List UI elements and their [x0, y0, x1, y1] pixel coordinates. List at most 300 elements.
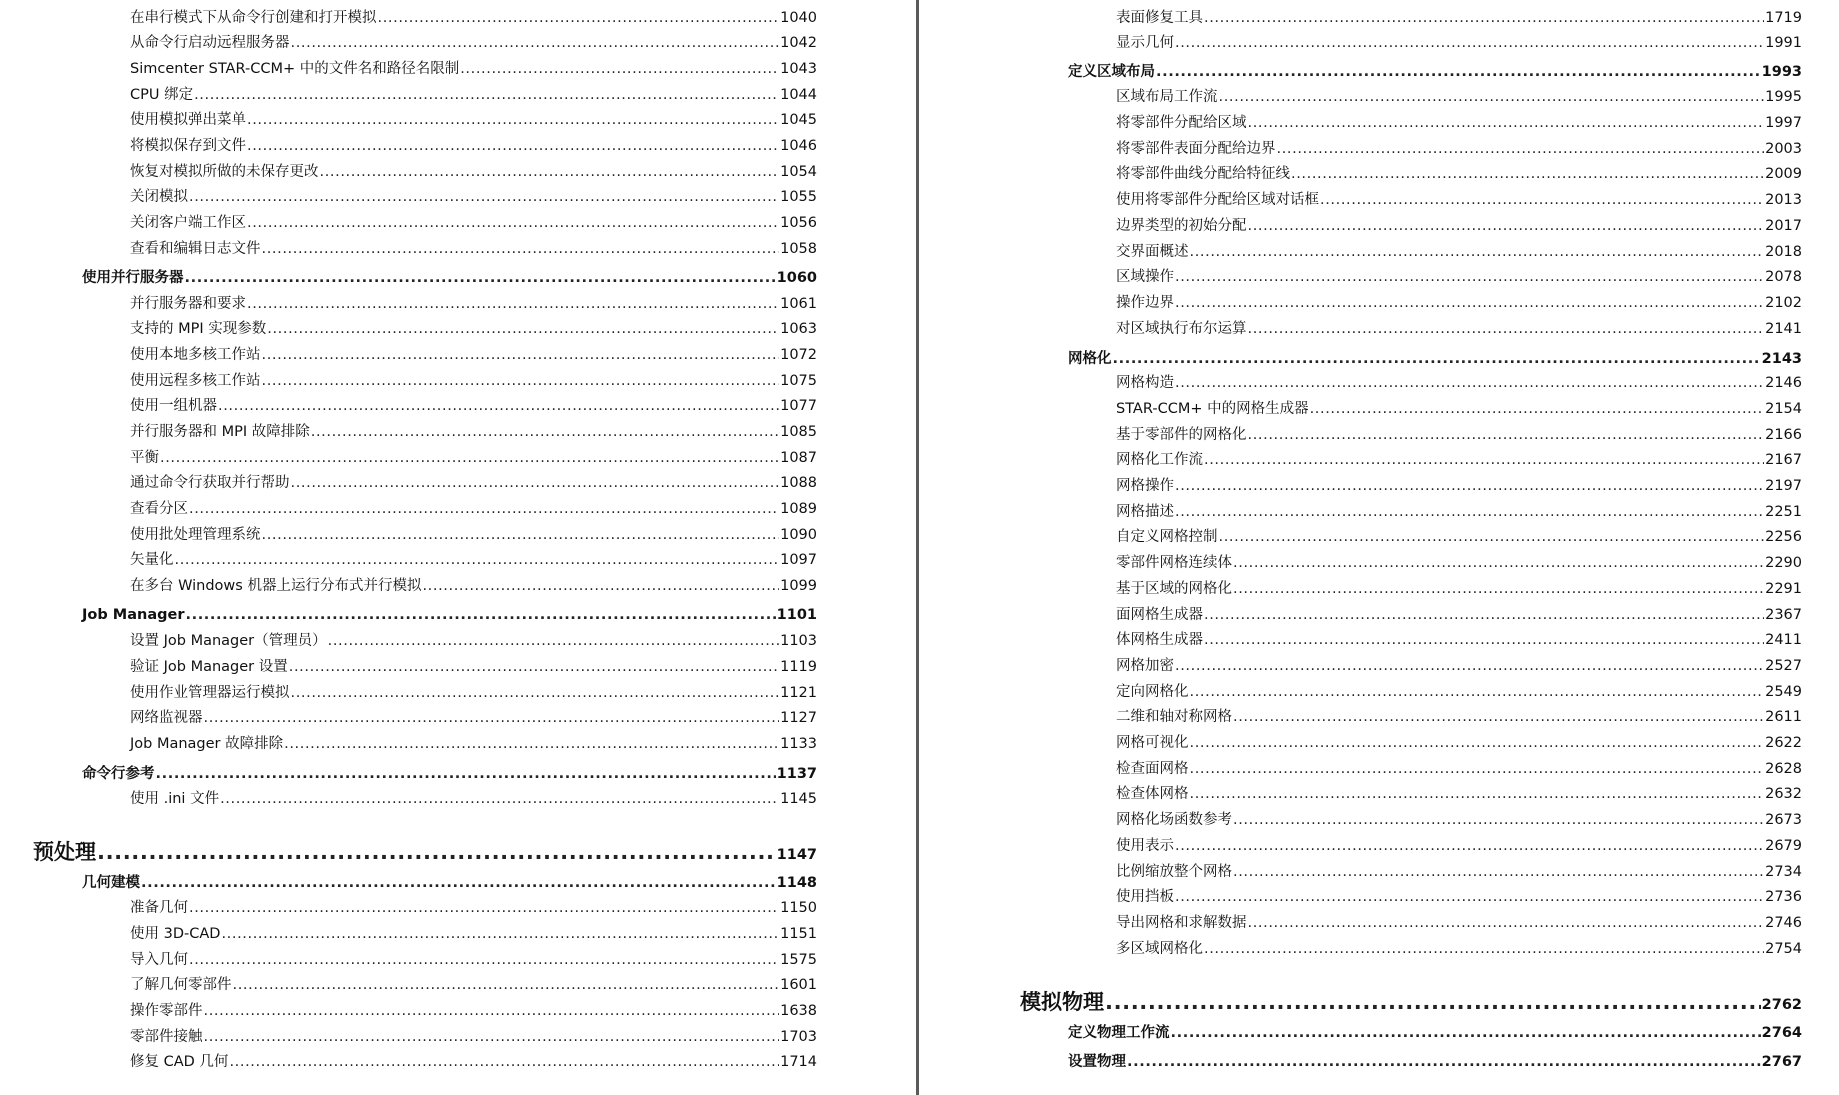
toc-subsection-entry[interactable] — [1116, 553, 1802, 573]
toc-section-entry[interactable] — [82, 605, 817, 625]
dot-leader — [1171, 1023, 1761, 1043]
toc-entry-title: 多区域网格化 — [1116, 940, 1203, 957]
toc-subsection-entry[interactable] — [1116, 733, 1802, 753]
toc-subsection-entry[interactable] — [130, 396, 817, 416]
dot-leader — [156, 764, 776, 784]
toc-entry-title: 自定义网格控制 — [1116, 529, 1218, 546]
dot-leader — [1204, 450, 1764, 470]
dot-leader — [1233, 553, 1764, 573]
toc-entry-title: 定义物理工作流 — [1068, 1024, 1170, 1041]
toc-subsection-entry[interactable] — [130, 473, 817, 493]
toc-subsection-entry[interactable] — [130, 1027, 817, 1047]
dot-leader — [185, 268, 776, 288]
toc-page-left — [0, 0, 917, 1095]
dot-leader — [233, 975, 780, 995]
toc-subsection-entry[interactable] — [130, 975, 817, 995]
toc-subsection-entry[interactable] — [1116, 293, 1802, 313]
toc-entry-page-number: 1090 — [780, 526, 817, 543]
toc-entry-page-number: 1056 — [780, 214, 817, 231]
toc-subsection-entry[interactable] — [130, 1052, 817, 1072]
toc-entry-page-number: 2251 — [1765, 503, 1802, 520]
dot-leader — [220, 789, 779, 809]
dot-leader — [1175, 293, 1764, 313]
toc-entry-title: 使用远程多核工作站 — [130, 372, 261, 389]
toc-subsection-entry[interactable] — [1116, 759, 1802, 779]
dot-leader — [189, 898, 779, 918]
toc-entry-title: CPU 绑定 — [130, 86, 194, 103]
toc-entry-title: 操作边界 — [1116, 294, 1174, 311]
toc-subsection-entry[interactable] — [1116, 8, 1802, 28]
toc-subsection-entry[interactable] — [1116, 913, 1802, 933]
dot-leader — [1175, 373, 1764, 393]
toc-entry-page-number: 1058 — [780, 240, 817, 257]
toc-subsection-entry[interactable] — [130, 448, 817, 468]
toc-entry-title: 面网格生成器 — [1116, 606, 1203, 623]
toc-entry-title: 边界类型的初始分配 — [1116, 217, 1247, 234]
toc-entry-page-number: 1054 — [780, 163, 817, 180]
toc-entry-page-number: 2141 — [1765, 320, 1802, 337]
toc-section-entry[interactable] — [1068, 1052, 1802, 1072]
toc-entry-page-number: 2746 — [1765, 914, 1802, 931]
dot-leader — [262, 345, 780, 365]
toc-entry-page-number: 1040 — [780, 9, 817, 26]
toc-entry-title: 命令行参考 — [82, 765, 155, 782]
toc-entry-page-number: 2367 — [1765, 606, 1802, 623]
toc-subsection-entry[interactable] — [130, 525, 817, 545]
dot-leader — [247, 213, 779, 233]
toc-entry-title: STAR-CCM+ 中的网格生成器 — [1116, 400, 1309, 417]
toc-entry-title: 在串行模式下从命令行创建和打开模拟 — [130, 9, 377, 26]
toc-entry-page-number: 2754 — [1765, 940, 1802, 957]
toc-subsection-entry[interactable] — [1116, 164, 1802, 184]
toc-entry-page-number: 1119 — [780, 658, 817, 675]
dot-leader — [291, 683, 780, 703]
dot-leader — [1248, 216, 1765, 236]
toc-subsection-entry[interactable] — [1116, 502, 1802, 522]
dot-leader — [1204, 8, 1764, 28]
toc-entry-title: Job Manager — [82, 607, 185, 623]
toc-subsection-entry[interactable] — [130, 8, 817, 28]
toc-entry-page-number: 1997 — [1765, 115, 1802, 131]
toc-section-entry[interactable] — [82, 268, 817, 288]
toc-subsection-entry[interactable] — [1116, 425, 1802, 445]
dot-leader — [204, 1027, 780, 1047]
toc-entry-title: Simcenter STAR-CCM+ 中的文件名和路径名限制 — [130, 60, 460, 77]
toc-entry-title: 导入几何 — [130, 951, 188, 968]
toc-entry-page-number: 1043 — [780, 60, 817, 77]
dot-leader — [221, 924, 779, 944]
toc-entry-page-number: 2166 — [1765, 426, 1802, 443]
toc-subsection-entry[interactable] — [130, 576, 817, 596]
toc-entry-title: 修复 CAD 几何 — [130, 1054, 229, 1071]
dot-leader — [1233, 707, 1764, 727]
dot-leader — [204, 708, 780, 728]
toc-entry-title: 体网格生成器 — [1116, 632, 1203, 649]
toc-entry-page-number: 2673 — [1765, 812, 1802, 829]
toc-entry-title: 显示几何 — [1116, 35, 1174, 52]
toc-entry-page-number: 2009 — [1765, 166, 1802, 183]
dot-leader — [1291, 164, 1764, 184]
toc-entry-page-number: 2146 — [1765, 375, 1802, 392]
toc-chapter-entry[interactable] — [33, 838, 817, 866]
toc-page-right — [920, 0, 1839, 1095]
toc-entry-title: 二维和轴对称网格 — [1116, 709, 1232, 726]
toc-subsection-entry[interactable] — [130, 187, 817, 207]
toc-subsection-entry[interactable] — [130, 631, 817, 651]
toc-subsection-entry[interactable] — [1116, 476, 1802, 496]
dot-leader — [422, 576, 779, 596]
toc-subsection-entry[interactable] — [1116, 399, 1802, 419]
toc-entry-page-number: 1575 — [780, 951, 817, 968]
toc-subsection-entry[interactable] — [1116, 605, 1802, 625]
toc-entry-title: 使用表示 — [1116, 837, 1174, 854]
toc-entry-page-number: 2411 — [1765, 632, 1802, 649]
toc-subsection-entry[interactable] — [1116, 527, 1802, 547]
dot-leader — [1175, 656, 1764, 676]
toc-entry-title: 基于零部件的网格化 — [1116, 426, 1247, 443]
toc-entry-page-number: 2078 — [1765, 269, 1802, 286]
toc-subsection-entry[interactable] — [130, 162, 817, 182]
toc-subsection-entry[interactable] — [130, 136, 817, 156]
toc-subsection-entry[interactable] — [1116, 242, 1802, 262]
toc-entry-page-number: 2017 — [1765, 217, 1802, 234]
dot-leader — [1156, 62, 1761, 82]
dot-leader — [267, 319, 779, 339]
toc-entry-title: 平衡 — [130, 449, 159, 466]
toc-entry-title: 对区域执行布尔运算 — [1116, 320, 1247, 337]
dot-leader — [194, 85, 779, 105]
dot-leader — [97, 838, 776, 866]
toc-subsection-entry[interactable] — [130, 345, 817, 365]
toc-subsection-entry[interactable] — [1116, 190, 1802, 210]
dot-leader — [1175, 836, 1764, 856]
dot-leader — [284, 734, 779, 754]
dot-leader — [1310, 399, 1765, 419]
toc-subsection-entry[interactable] — [1116, 784, 1802, 804]
toc-entry-page-number: 2197 — [1765, 478, 1802, 494]
toc-section-entry[interactable] — [1068, 62, 1802, 82]
toc-entry-page-number: 1991 — [1765, 35, 1802, 52]
dot-leader — [1277, 139, 1765, 159]
toc-subsection-entry[interactable] — [130, 657, 817, 677]
toc-entry-title: 将零部件表面分配给边界 — [1116, 140, 1276, 157]
toc-entry-page-number: 2167 — [1765, 452, 1802, 469]
toc-entry-title: 预处理 — [33, 840, 96, 864]
toc-subsection-entry[interactable] — [1116, 87, 1802, 107]
dot-leader — [289, 657, 779, 677]
toc-subsection-entry[interactable] — [130, 683, 817, 703]
toc-subsection-entry[interactable] — [1116, 656, 1802, 676]
toc-subsection-entry[interactable] — [1116, 216, 1802, 236]
dot-leader — [1175, 502, 1764, 522]
dot-leader — [160, 448, 779, 468]
toc-subsection-entry[interactable] — [130, 1001, 817, 1021]
toc-entry-title: 恢复对模拟所做的未保存更改 — [130, 163, 319, 180]
toc-subsection-entry[interactable] — [130, 499, 817, 519]
toc-entry-title: 基于区域的网格化 — [1116, 580, 1232, 597]
dot-leader — [311, 422, 779, 442]
toc-entry-page-number: 2018 — [1765, 243, 1802, 260]
dot-leader — [1113, 349, 1761, 369]
toc-subsection-entry[interactable] — [1116, 33, 1802, 53]
toc-entry-title: 查看分区 — [130, 501, 188, 518]
toc-entry-title: 并行服务器和要求 — [130, 295, 246, 312]
toc-entry-page-number: 2256 — [1765, 529, 1802, 546]
toc-entry-page-number: 2622 — [1765, 735, 1802, 751]
toc-entry-page-number: 1147 — [776, 847, 817, 863]
dot-leader — [1190, 242, 1765, 262]
toc-subsection-entry[interactable] — [1116, 810, 1802, 830]
toc-subsection-entry[interactable] — [130, 85, 817, 105]
toc-entry-title: 使用本地多核工作站 — [130, 346, 261, 363]
dot-leader — [1233, 862, 1764, 882]
toc-entry-page-number: 2762 — [1761, 997, 1802, 1013]
toc-entry-page-number: 2102 — [1765, 294, 1802, 311]
toc-entry-title: 网格化 — [1068, 350, 1112, 367]
dot-leader — [1248, 425, 1765, 445]
toc-entry-page-number: 1714 — [780, 1054, 817, 1071]
toc-subsection-entry[interactable] — [130, 239, 817, 259]
toc-entry-page-number: 2734 — [1765, 863, 1802, 880]
page-divider — [916, 0, 919, 1095]
toc-entry-title: 网络监视器 — [130, 710, 203, 727]
toc-subsection-entry[interactable] — [1116, 887, 1802, 907]
dot-leader — [1233, 579, 1764, 599]
dot-leader — [247, 136, 779, 156]
dot-leader — [229, 1052, 779, 1072]
toc-entry-page-number: 1085 — [780, 424, 817, 440]
toc-subsection-entry[interactable] — [1116, 267, 1802, 287]
dot-leader — [189, 950, 779, 970]
toc-subsection-entry[interactable] — [130, 950, 817, 970]
toc-entry-title: 使用 .ini 文件 — [130, 790, 220, 807]
toc-subsection-entry[interactable] — [130, 924, 817, 944]
toc-entry-title: 区域操作 — [1116, 269, 1174, 286]
toc-entry-page-number: 2736 — [1765, 889, 1802, 906]
dot-leader — [1204, 630, 1764, 650]
toc-entry-title: 将零部件曲线分配给特征线 — [1116, 166, 1290, 183]
toc-entry-title: 支持的 MPI 实现参数 — [130, 321, 267, 338]
toc-entry-page-number: 1075 — [780, 372, 817, 389]
dot-leader — [1190, 733, 1765, 753]
dot-leader — [189, 187, 779, 207]
toc-subsection-entry[interactable] — [1116, 939, 1802, 959]
toc-entry-page-number: 1077 — [780, 398, 817, 415]
toc-entry-title: 通过命令行获取并行帮助 — [130, 475, 290, 492]
toc-entry-page-number: 1088 — [780, 475, 817, 492]
toc-entry-page-number: 1993 — [1761, 63, 1802, 80]
toc-entry-page-number: 2611 — [1765, 709, 1802, 726]
dot-leader — [1219, 87, 1765, 107]
toc-entry-title: 定向网格化 — [1116, 683, 1189, 700]
dot-leader — [291, 473, 780, 493]
dot-leader — [1175, 887, 1764, 907]
toc-subsection-entry[interactable] — [130, 708, 817, 728]
toc-entry-title: 表面修复工具 — [1116, 9, 1203, 26]
toc-entry-title: 设置 Job Manager（管理员） — [130, 633, 327, 649]
dot-leader — [1320, 190, 1764, 210]
toc-subsection-entry[interactable] — [1116, 139, 1802, 159]
toc-section-entry[interactable] — [82, 764, 817, 784]
toc-entry-page-number: 2003 — [1765, 140, 1802, 157]
toc-entry-page-number: 2628 — [1765, 760, 1802, 777]
toc-entry-page-number: 1137 — [776, 765, 817, 782]
toc-entry-title: 验证 Job Manager 设置 — [130, 658, 288, 675]
toc-entry-title: 区域布局工作流 — [1116, 89, 1218, 106]
dot-leader — [1204, 939, 1764, 959]
dot-leader — [204, 1001, 780, 1021]
toc-entry-page-number: 2767 — [1761, 1054, 1802, 1070]
dot-leader — [320, 162, 780, 182]
toc-entry-page-number: 2527 — [1765, 657, 1802, 674]
toc-subsection-entry[interactable] — [130, 59, 817, 79]
toc-entry-title: 网格加密 — [1116, 657, 1174, 674]
toc-subsection-entry[interactable] — [130, 422, 817, 442]
dot-leader — [141, 873, 776, 893]
toc-entry-title: 比例缩放整个网格 — [1116, 863, 1232, 880]
dot-leader — [189, 499, 779, 519]
dot-leader — [1175, 33, 1764, 53]
toc-entry-page-number: 1133 — [780, 736, 817, 752]
dot-leader — [262, 239, 780, 259]
toc-subsection-entry[interactable] — [1116, 579, 1802, 599]
toc-entry-title: 矢量化 — [130, 552, 174, 569]
toc-subsection-entry[interactable] — [130, 110, 817, 130]
toc-entry-title: 交界面概述 — [1116, 243, 1189, 260]
toc-entry-title: 设置物理 — [1068, 1054, 1126, 1070]
toc-entry-page-number: 2013 — [1765, 192, 1802, 209]
dot-leader — [1190, 759, 1765, 779]
toc-entry-page-number: 1148 — [776, 874, 817, 891]
toc-chapter-entry[interactable] — [1020, 988, 1802, 1016]
toc-entry-title: 了解几何零部件 — [130, 977, 232, 994]
toc-entry-title: 零部件网格连续体 — [1116, 555, 1232, 572]
toc-subsection-entry[interactable] — [1116, 373, 1802, 393]
toc-entry-title: 几何建模 — [82, 874, 140, 891]
toc-subsection-entry[interactable] — [130, 371, 817, 391]
dot-leader — [262, 371, 780, 391]
dot-leader — [460, 59, 779, 79]
toc-section-entry[interactable] — [82, 873, 817, 893]
toc-entry-page-number: 1097 — [780, 552, 817, 569]
dot-leader — [1204, 605, 1764, 625]
toc-section-entry[interactable] — [1068, 1023, 1802, 1043]
toc-subsection-entry[interactable] — [1116, 682, 1802, 702]
dot-leader — [1190, 682, 1765, 702]
toc-subsection-entry[interactable] — [1116, 836, 1802, 856]
dot-leader — [247, 294, 779, 314]
toc-entry-title: 网格构造 — [1116, 375, 1174, 392]
toc-subsection-entry[interactable] — [1116, 630, 1802, 650]
toc-entry-title: 从命令行启动远程服务器 — [130, 35, 290, 52]
toc-entry-page-number: 1719 — [1765, 9, 1802, 26]
toc-entry-title: 使用挡板 — [1116, 889, 1174, 906]
dot-leader — [1127, 1052, 1761, 1072]
dot-leader — [247, 110, 779, 130]
toc-entry-page-number: 1601 — [780, 977, 817, 994]
toc-subsection-entry[interactable] — [130, 789, 817, 809]
toc-entry-title: 网格操作 — [1116, 478, 1174, 494]
toc-entry-page-number: 1063 — [780, 321, 817, 338]
toc-entry-title: 检查面网格 — [1116, 760, 1189, 777]
toc-entry-page-number: 2291 — [1765, 580, 1802, 597]
toc-entry-page-number: 1103 — [780, 633, 817, 649]
toc-entry-page-number: 1151 — [780, 926, 817, 942]
dot-leader — [175, 550, 780, 570]
toc-entry-page-number: 2290 — [1765, 555, 1802, 572]
toc-subsection-entry[interactable] — [130, 294, 817, 314]
dot-leader — [1233, 810, 1764, 830]
toc-subsection-entry[interactable] — [130, 734, 817, 754]
toc-entry-title: 在多台 Windows 机器上运行分布式并行模拟 — [130, 578, 422, 594]
toc-entry-page-number: 1042 — [780, 35, 817, 52]
toc-entry-title: Job Manager 故障排除 — [130, 736, 284, 752]
toc-entry-page-number: 1995 — [1765, 89, 1802, 106]
toc-entry-title: 模拟物理 — [1020, 990, 1104, 1014]
toc-subsection-entry[interactable] — [1116, 319, 1802, 339]
toc-entry-title: 关闭模拟 — [130, 189, 188, 206]
toc-entry-page-number: 1044 — [780, 86, 817, 103]
toc-entry-page-number: 1045 — [780, 112, 817, 129]
toc-entry-title: 使用 3D-CAD — [130, 926, 221, 942]
toc-subsection-entry[interactable] — [1116, 450, 1802, 470]
toc-entry-page-number: 2549 — [1765, 683, 1802, 700]
toc-subsection-entry[interactable] — [1116, 113, 1802, 133]
toc-entry-title: 定义区域布局 — [1068, 63, 1155, 80]
toc-entry-page-number: 2764 — [1761, 1024, 1802, 1041]
toc-subsection-entry[interactable] — [130, 213, 817, 233]
toc-subsection-entry[interactable] — [130, 319, 817, 339]
dot-leader — [1175, 476, 1764, 496]
toc-entry-title: 操作零部件 — [130, 1002, 203, 1019]
dot-leader — [262, 525, 780, 545]
toc-subsection-entry[interactable] — [1116, 862, 1802, 882]
toc-entry-title: 并行服务器和 MPI 故障排除 — [130, 424, 310, 440]
toc-entry-title: 使用将零部件分配给区域对话框 — [1116, 192, 1319, 209]
toc-entry-title: 网格可视化 — [1116, 735, 1189, 751]
toc-entry-title: 将模拟保存到文件 — [130, 137, 246, 154]
toc-section-entry[interactable] — [1068, 349, 1802, 369]
toc-entry-title: 关闭客户端工作区 — [130, 214, 246, 231]
toc-entry-page-number: 2154 — [1765, 400, 1802, 417]
dot-leader — [1105, 988, 1761, 1016]
dot-leader — [1175, 267, 1764, 287]
dot-leader — [218, 396, 779, 416]
toc-entry-page-number: 1145 — [780, 790, 817, 807]
toc-entry-page-number: 1101 — [776, 607, 817, 623]
toc-entry-page-number: 1638 — [780, 1002, 817, 1019]
toc-entry-title: 将零部件分配给区域 — [1116, 115, 1247, 131]
dot-leader — [328, 631, 779, 651]
toc-subsection-entry[interactable] — [130, 550, 817, 570]
toc-entry-page-number: 1703 — [780, 1028, 817, 1045]
toc-subsection-entry[interactable] — [130, 898, 817, 918]
dot-leader — [378, 8, 780, 28]
dot-leader — [1248, 319, 1765, 339]
toc-entry-page-number: 2632 — [1765, 786, 1802, 803]
toc-entry-page-number: 1127 — [780, 710, 817, 727]
toc-entry-title: 使用批处理管理系统 — [130, 526, 261, 543]
toc-subsection-entry[interactable] — [1116, 707, 1802, 727]
toc-entry-title: 导出网格和求解数据 — [1116, 914, 1247, 931]
toc-entry-title: 准备几何 — [130, 900, 188, 917]
toc-entry-page-number: 2679 — [1765, 837, 1802, 854]
toc-entry-page-number: 1121 — [780, 684, 817, 701]
toc-entry-title: 使用作业管理器运行模拟 — [130, 684, 290, 701]
dot-leader — [1248, 113, 1765, 133]
toc-entry-page-number: 1055 — [780, 189, 817, 206]
toc-subsection-entry[interactable] — [130, 33, 817, 53]
